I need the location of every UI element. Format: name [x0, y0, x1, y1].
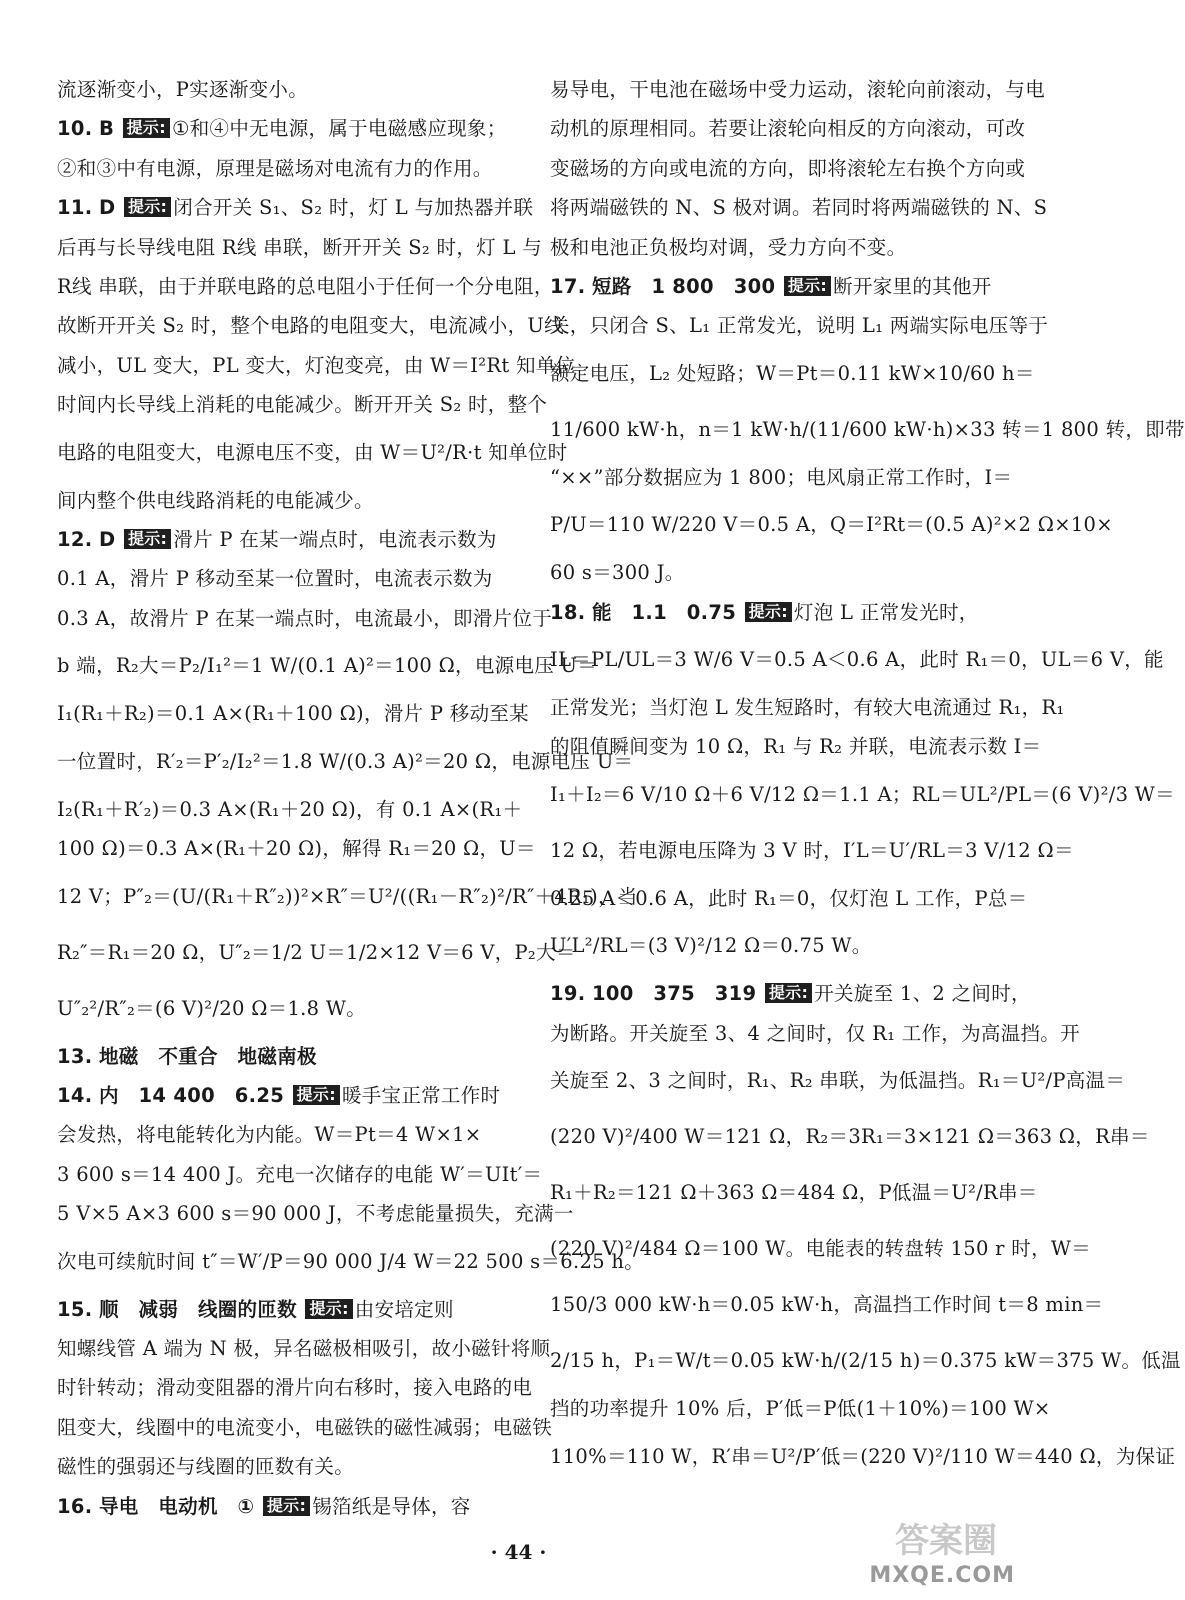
hint-badge: 提示:	[745, 602, 792, 622]
text-line: 额定电压，L₂ 处短路；W＝Pt＝0.11 kW×10/60 h＝	[550, 361, 1035, 385]
text-line: (220 V)²/400 W＝121 Ω，R₂＝3R₁＝3×121 Ω＝363 Ω，R串＝	[550, 1125, 1150, 1149]
question-number: 19.	[550, 982, 586, 1006]
explanation-text: 滑片 P 在某一端点时，电流表示数为	[173, 528, 497, 552]
right-column	[550, 70, 1185, 1485]
text-line: 时针转动；滑动变阻器的滑片向右移时，接入电路的电	[57, 1376, 533, 1400]
question-number: 10.	[57, 117, 93, 141]
question-number: 15.	[57, 1297, 93, 1321]
text-line: I₁(R₁＋R₂)＝0.1 A×(R₁＋100 Ω)，滑片 P 移动至某	[57, 702, 529, 726]
hint-badge: 提示:	[293, 1085, 340, 1105]
explanation-text: 开关旋至 1、2 之间时，	[814, 982, 1031, 1006]
text-line: 减小，UL 变大，PL 变大，灯泡变亮，由 W＝I²Rt 知单位	[57, 353, 576, 377]
answer-text: 内 14 400 6.25	[98, 1083, 285, 1107]
text-line: U′L²/RL＝(3 V)²/12 Ω＝0.75 W。	[550, 934, 872, 958]
question-number: 16.	[57, 1494, 93, 1518]
text-line: 将两端磁铁的 N、S 极对调。若同时将两端磁铁的 N、S	[550, 196, 1048, 220]
answer-item	[57, 520, 509, 559]
text-line: I₂(R₁＋R′₂)＝0.3 A×(R₁＋20 Ω)，有 0.1 A×(R₁＋	[57, 797, 523, 821]
answer-item	[57, 109, 509, 148]
question-number: 11.	[57, 196, 93, 220]
text-line: I₁＋I₂＝6 V/10 Ω＋6 V/12 Ω＝1.1 A；RL＝UL²/PL＝(6 V)²/3 W＝	[550, 782, 1175, 806]
answer-text: 能 1.1 0.75	[591, 600, 737, 624]
explanation-text: 闭合开关 S₁、S₂ 时，灯 L 与加热器并联	[173, 196, 534, 220]
text-line: 11/600 kW·h，n＝1 kW·h/(11/600 kW·h)×33 转＝1 800 转，即带	[550, 417, 1185, 441]
explanation-text: ①和④中无电源，属于电磁感应现象；	[171, 117, 507, 141]
text-line: ②和③中有电源，原理是磁场对电流有力的作用。	[57, 156, 493, 180]
text-line: 故断开开关 S₂ 时，整个电路的电阻变大，电流减小，U线	[57, 314, 564, 338]
text-line: 易导电，干电池在磁场中受力运动，滚轮向前滚动，与电	[550, 78, 1046, 101]
text-line: 一位置时，R′₂＝P′₂/I₂²＝1.8 W/(0.3 A)²＝20 Ω，电源电压 U＝	[57, 749, 634, 773]
answer-text: B	[98, 117, 115, 141]
answer-item	[57, 1290, 509, 1329]
explanation-text: 灯泡 L 正常发光时，	[793, 600, 979, 624]
answer-item	[57, 1076, 509, 1115]
text-line: 0.25 A＜0.6 A，此时 R₁＝0，仅灯泡 L 工作，P总＝	[550, 886, 1028, 910]
text-line: 流逐渐变小，P实逐渐变小。	[57, 78, 309, 101]
answer-text: 短路 1 800 300	[591, 275, 776, 299]
text-line: 知螺线管 A 端为 N 极，异名磁极相吸引，故小磁针将顺	[57, 1336, 551, 1360]
answer-item	[57, 1037, 509, 1076]
answer-item	[550, 593, 1002, 632]
text-line: 为断路。开关旋至 3、4 之间时，仅 R₁ 工作，为高温挡。开	[550, 1021, 1080, 1045]
explanation-text: 由安培定则	[354, 1297, 454, 1321]
text-line: 时间内长导线上消耗的电能减少。断开开关 S₂ 时，整个	[57, 393, 548, 417]
text-line: 磁性的强弱还与线圈的匝数有关。	[57, 1455, 355, 1479]
answer-text: 导电 电动机 ①	[98, 1494, 255, 1518]
answer-text: 地磁 不重合 地磁南极	[98, 1044, 317, 1068]
text-line: 次电可续航时间 t″＝W′/P＝90 000 J/4 W＝22 500 s＝6.25 h。	[57, 1249, 645, 1273]
text-line: 极和电池正负极均对调，受力方向不变。	[550, 235, 907, 259]
text-line: 关旋至 2、3 之间时，R₁、R₂ 串联，为低温挡。R₁＝U²/P高温＝	[550, 1069, 1126, 1093]
explanation-text: 锡箔纸是导体，容	[312, 1494, 471, 1518]
hint-badge: 提示:	[784, 276, 831, 296]
text-line: P/U＝110 W/220 V＝0.5 A，Q＝I²Rt＝(0.5 A)²×2 Ω×10×	[550, 513, 1113, 537]
text-line: R₂″＝R₁＝20 Ω，U″₂＝1/2 U＝1/2×12 V＝6 V，P₂大＝	[57, 940, 576, 964]
answer-text: 顺 减弱 线圈的匝数	[98, 1297, 297, 1321]
text-line: 的阻值瞬间变为 10 Ω，R₁ 与 R₂ 并联，电流表示数 I＝	[550, 735, 1042, 759]
text-line: 间内整个供电线路消耗的电能减少。	[57, 488, 374, 512]
question-number: 18.	[550, 600, 586, 624]
question-number: 12.	[57, 528, 93, 552]
hint-badge: 提示:	[124, 197, 171, 217]
text-line: 2/15 h，P₁＝W/t＝0.05 kW·h/(2/15 h)＝0.375 kW＝375 W。低温	[550, 1349, 1181, 1373]
text-line: 正常发光；当灯泡 L 发生短路时，有较大电流通过 R₁，R₁	[550, 696, 1065, 720]
text-line: R₁＋R₂＝121 Ω＋363 Ω＝484 Ω，P低温＝U²/R串＝	[550, 1181, 1038, 1205]
hint-badge: 提示:	[305, 1299, 352, 1319]
text-line: 12 Ω，若电源电压降为 3 V 时，I′L＝U′/RL＝3 V/12 Ω＝	[550, 838, 1074, 862]
text-line: 挡的功率提升 10% 后，P′低＝P低(1＋10%)＝100 W×	[550, 1397, 1051, 1421]
text-line: 0.1 A，滑片 P 移动至某一位置时，电流表示数为	[57, 567, 493, 591]
hint-badge: 提示:	[263, 1496, 310, 1516]
watermark-logo-text: 答案圈	[895, 1521, 997, 1561]
explanation-text: 断开家里的其他开	[833, 275, 992, 299]
explanation-text: 暖手宝正常工作时	[341, 1083, 501, 1107]
answer-item	[550, 974, 1031, 1013]
text-line: 关，只闭合 S、L₁ 正常发光，说明 L₁ 两端实际电压等于	[550, 314, 1049, 338]
answer-item	[550, 267, 1002, 306]
hint-badge: 提示:	[765, 983, 812, 1003]
answer-item	[57, 1487, 509, 1526]
question-number: 17.	[550, 275, 586, 299]
text-line: 电路的电阻变大，电源电压不变，由 W＝U²/R·t 知单位时	[57, 440, 568, 464]
answer-item	[57, 188, 534, 227]
text-line: 变磁场的方向或电流的方向，即将滚轮左右换个方向或	[550, 156, 1026, 180]
answer-text: D	[98, 528, 116, 552]
text-line: U″₂²/R″₂＝(6 V)²/20 Ω＝1.8 W。	[57, 996, 367, 1020]
text-line: (220 V)²/484 Ω＝100 W。电能表的转盘转 150 r 时，W＝	[550, 1237, 1092, 1261]
text-line: 后再与长导线电阻 R线 串联，断开开关 S₂ 时，灯 L 与	[57, 235, 542, 259]
text-line: 0.3 A，故滑片 P 在某一端点时，电流最小，即滑片位于	[57, 606, 553, 630]
text-line: 会发热，将电能转化为内能。W＝Pt＝4 W×1×	[57, 1123, 482, 1147]
text-line: 60 s＝300 J。	[550, 561, 685, 585]
text-line: 动机的原理相同。若要让滚轮向相反的方向滚动，可改	[550, 117, 1026, 141]
question-number: 13.	[57, 1044, 93, 1068]
text-line: 阻变大，线圈中的电流变小，电磁铁的磁性减弱；电磁铁	[57, 1415, 553, 1439]
text-line: R线 串联，由于并联电路的总电阻小于任何一个分电阻，	[57, 275, 554, 299]
answer-text: 100 375 319	[591, 982, 757, 1006]
watermark-url: MXQE.COM	[869, 1563, 1015, 1588]
text-line: 5 V×5 A×3 600 s＝90 000 J，不考虑能量损失，充满一	[57, 1202, 574, 1226]
text-line: 150/3 000 kW·h＝0.05 kW·h，高温挡工作时间 t＝8 min＝	[550, 1293, 1104, 1317]
text-line: 3 600 s＝14 400 J。充电一次储存的电能 W′＝UIt′＝	[57, 1162, 543, 1186]
page-number: · 44 ·	[490, 1540, 547, 1564]
question-number: 14.	[57, 1083, 93, 1107]
text-line: b 端，R₂大＝P₂/I₁²＝1 W/(0.1 A)²＝100 Ω，电源电压 U＝	[57, 654, 598, 678]
text-line: IL＝PL/UL＝3 W/6 V＝0.5 A＜0.6 A，此时 R₁＝0，UL＝6 V，能	[550, 648, 1164, 672]
answer-text: D	[98, 196, 116, 220]
text-line: 110%＝110 W，R′串＝U²/P′低＝(220 V)²/110 W＝440 Ω，为保证	[550, 1444, 1176, 1468]
text-line: “××”部分数据应为 1 800；电风扇正常工作时，I＝	[550, 465, 1013, 489]
text-line: 12 V；P″₂＝(U/(R₁＋R″₂))²×R″＝U²/((R₁－R″₂)²/R″＋4R₁)，当	[57, 884, 638, 908]
text-line: 100 Ω)＝0.3 A×(R₁＋20 Ω)，解得 R₁＝20 Ω，U＝	[57, 837, 536, 861]
hint-badge: 提示:	[124, 529, 171, 549]
hint-badge: 提示:	[123, 118, 170, 138]
